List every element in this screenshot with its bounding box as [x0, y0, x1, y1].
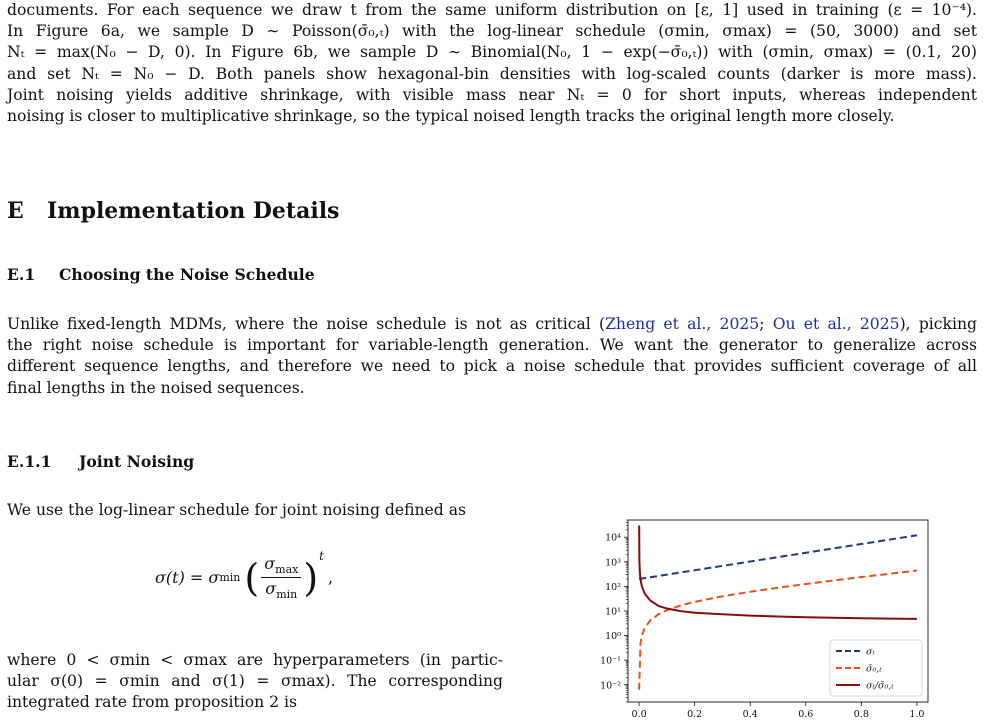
- legend-label-2: σₜ/σ̄₀,ₜ: [866, 680, 894, 692]
- schedule-equation: [155, 548, 334, 602]
- intro-line: and set Nₜ = N₀ − D. Both panels show hexagonal-bin densities with log-scaled counts (darker is more mass).: [7, 64, 977, 83]
- joint-paragraph: [7, 500, 507, 521]
- intro-line: In Figure 6a, we sample D ∼ Poisson(σ̄₀,ₜ) with the log-linear schedule (σmin, σmax) = (50, 3000) and set: [7, 22, 977, 41]
- legend-label-1: σ̄₀,ₜ: [866, 663, 882, 675]
- schedule-line: the right noise schedule is important for variable-length generation. We want the generator to generalize across: [7, 336, 977, 355]
- where-paragraph: [7, 650, 503, 714]
- x-tick-label: 1.0: [909, 709, 925, 720]
- y-tick-label: 10⁻¹: [600, 655, 621, 667]
- y-tick-label: 10⁻²: [600, 680, 621, 692]
- x-tick-label: 0.4: [742, 709, 758, 720]
- intro-line: noising is closer to multiplicative shrinkage, so the typical noised length tracks the original length more closely.: [7, 107, 895, 126]
- citation-link-zheng[interactable]: Zheng et al., 2025: [605, 315, 760, 333]
- intro-line: Nₜ = max(N₀ − D, 0). In Figure 6b, we sample D ∼ Binomial(N₀, 1 − exp(−σ̄₀,ₜ)) with (σmin, σmax) = (0.1, 20): [7, 43, 977, 62]
- series-line-0: [639, 535, 917, 579]
- text-run: ), picking: [899, 315, 977, 333]
- y-tick-label: 10⁴: [605, 532, 621, 544]
- where-line: where 0 < σmin < σmax are hyperparameters (in partic-: [7, 651, 503, 669]
- noise-schedule-chart: [580, 516, 940, 728]
- where-line: integrated rate from proposition 2 is: [7, 693, 297, 712]
- x-tick-label: 0.2: [687, 709, 703, 720]
- legend-label-0: σₜ: [866, 646, 875, 658]
- where-line: ular σ(0) = σmin and σ(1) = σmax). The corresponding: [7, 672, 503, 691]
- equation-trail: ,: [328, 568, 334, 588]
- section-number: E: [7, 198, 24, 224]
- x-tick-label: 0.8: [853, 709, 869, 720]
- schedule-line: different sequence lengths, and therefore we need to pick a noise schedule that provides sufficient coverage of all: [7, 357, 977, 376]
- y-tick-label: 10²: [605, 581, 621, 593]
- equation-lhs-sub: min: [219, 571, 241, 585]
- equation-exponent: t: [319, 548, 324, 563]
- left-paren: (: [244, 555, 260, 600]
- intro-line: Joint noising yields additive shrinkage, with visible mass near Nₜ = 0 for short inputs, whereas independent: [7, 85, 977, 104]
- y-tick-label: 10¹: [605, 606, 621, 618]
- schedule-line: final lengths in the noised sequences.: [7, 378, 305, 397]
- y-tick-label: 10³: [605, 557, 621, 569]
- text-run: Unlike fixed-length MDMs, where the noise schedule is not as critical (: [7, 315, 606, 333]
- fraction-numerator: $\sigma_{max}$: [261, 554, 301, 578]
- equation-fraction: [261, 554, 301, 601]
- intro-line: documents. For each sequence we draw t from the same uniform distribution on [ε, 1] used in training (ε = 10⁻⁴).: [7, 1, 977, 19]
- subsection-heading: [7, 265, 315, 284]
- x-tick-label: 0.6: [798, 709, 814, 720]
- subsection-number: E.1: [7, 265, 36, 284]
- subsubsection-title: Joint Noising: [79, 452, 195, 471]
- subsubsection-heading: [7, 452, 194, 471]
- section-heading: [7, 198, 339, 224]
- citation-link-ou[interactable]: Ou et al., 2025: [772, 315, 900, 333]
- joint-line: We use the log-linear schedule for joint noising defined as: [7, 501, 467, 519]
- schedule-paragraph: [7, 314, 977, 399]
- text-run: ;: [759, 315, 773, 333]
- schedule-line: [7, 314, 977, 335]
- subsection-title: Choosing the Noise Schedule: [59, 265, 315, 284]
- section-title: Implementation Details: [47, 198, 340, 224]
- fraction-denominator: $\sigma_{min}$: [265, 579, 298, 602]
- x-tick-label: 0.0: [631, 709, 647, 720]
- right-paren: ): [303, 555, 319, 600]
- y-tick-label: 10⁰: [605, 631, 621, 643]
- series-line-2: [639, 525, 917, 618]
- subsubsection-number: E.1.1: [7, 452, 52, 471]
- equation-lhs: σ(t) = σ: [155, 568, 220, 588]
- intro-paragraph: [7, 0, 977, 127]
